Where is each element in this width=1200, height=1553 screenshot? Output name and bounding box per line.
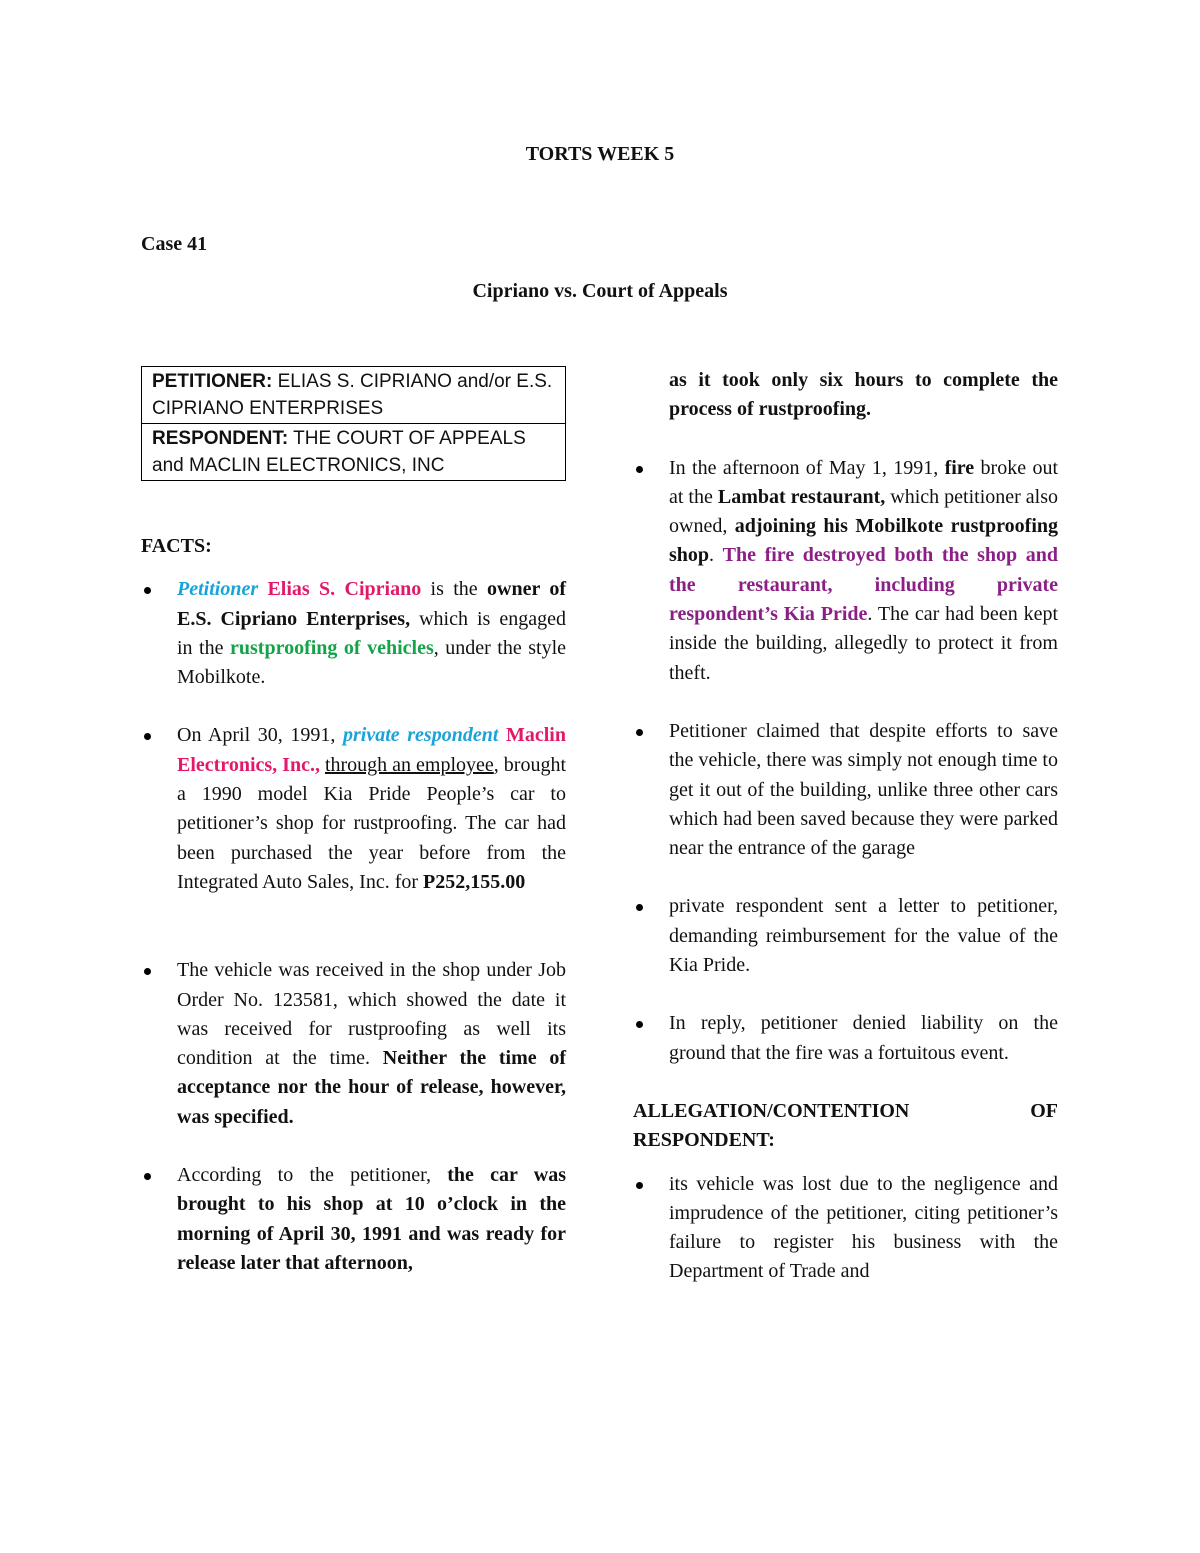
text-run: , brought a 1990 model Kia Pride People’s car to petitioner’s shop for rustproofing. The car had been purchased the year before from the Integrated Auto Sales, Inc. for: [177, 753, 567, 893]
case-number: Case 41: [141, 233, 208, 255]
text-run: , under the style Mobilkote.: [177, 636, 567, 689]
list-item: [633, 1009, 1058, 1068]
bullet-icon: [144, 733, 151, 740]
respondent-label: RESPONDENT:: [152, 428, 289, 449]
text-run: which is engaged in the: [177, 607, 566, 659]
text-run: .: [709, 544, 723, 567]
text-run: private respondent sent a letter to petitioner, demanding reimbursement for the value of the Kia Pride.: [669, 895, 1058, 977]
text-run: According to the petitioner,: [177, 1164, 448, 1187]
text-run: fire: [944, 456, 975, 479]
respondent-row: [142, 423, 565, 480]
text-run: owner of E.S. Cipriano Enterprises,: [177, 578, 566, 630]
text-run: private respondent: [343, 724, 499, 747]
text-run: On April 30, 1991,: [177, 724, 343, 747]
bullet-icon: [636, 1182, 643, 1189]
list-item: [633, 454, 1058, 688]
text-run: In reply, petitioner denied liability on the ground that the fire was a fortuitous event.: [669, 1012, 1058, 1064]
document-title: TORTS WEEK 5: [525, 143, 675, 165]
text-run: is the: [421, 578, 488, 601]
text-run: Petitioner claimed that despite efforts to save the vehicle, there was simply not enough time to get it out of the building, unlike three other cars which had been saved because they were parked near the entrance of the garage: [669, 719, 1058, 860]
text-run: broke out at the: [669, 456, 1059, 508]
bullet-icon: [144, 968, 151, 975]
facts-heading: FACTS:: [141, 535, 212, 557]
text-run: Elias S. Cipriano: [258, 578, 422, 601]
allegation-heading: [633, 1097, 1058, 1156]
bullet-icon: [636, 729, 643, 736]
bullet-icon: [636, 904, 643, 911]
petitioner-row: [142, 367, 565, 423]
petitioner-value: ELIAS S. CIPRIANO and/or E.S. CIPRIANO ENTERPRISES: [152, 371, 553, 419]
list-item: [141, 1161, 566, 1278]
allegation-list: [633, 1170, 1058, 1287]
bullet-icon: [144, 587, 151, 594]
text-run: . The car had been kept inside the building, allegedly to protect it from theft.: [669, 603, 1058, 684]
bullet-icon: [636, 1021, 643, 1028]
list-item: [141, 575, 566, 692]
list-item: [141, 956, 566, 1132]
text-run: The vehicle was received in the shop under Job Order No. 123581, which showed the date it was received for rustproofing as well its condition at the time.: [177, 959, 566, 1070]
text-run: In the afternoon of May 1, 1991,: [669, 456, 945, 479]
bullet-icon: [144, 1173, 151, 1180]
text-run: its vehicle was lost due to the negligence and imprudence of the petitioner, citing petitioner’s failure to register his business with the Department of Trade and: [669, 1172, 1058, 1283]
text-run: rustproofing of vehicles: [230, 636, 434, 659]
text-run: the car was brought to his shop at 10 o’clock in the morning of April 30, 1991 and was ready for release later that afternoon,: [177, 1164, 567, 1274]
right-column: [633, 366, 1058, 1287]
text-run: through an employee: [324, 753, 494, 776]
text-run: Neither the time of acceptance nor the hour of release, however, was specified.: [177, 1047, 566, 1128]
left-column: [141, 366, 566, 1278]
petitioner-label: PETITIONER:: [152, 371, 273, 392]
list-item: [633, 1170, 1058, 1287]
continued-text: as it took only six hours to complete the process of rustproofing.: [669, 369, 1058, 421]
text-run: Maclin Electronics, Inc.,: [177, 724, 566, 776]
bullet-icon: [636, 466, 643, 473]
case-name: Cipriano vs. Court of Appeals: [472, 280, 728, 302]
list-item: [633, 892, 1058, 980]
list-item: [633, 717, 1058, 863]
text-run: adjoining his Mobilkote rustproofing shop: [669, 515, 1058, 567]
text-run: Petitioner: [177, 578, 259, 601]
facts-list: [141, 575, 566, 1278]
facts-list-continued: [633, 454, 1058, 1068]
text-run: which petitioner also owned,: [669, 485, 1059, 538]
allegation-heading-text: ALLEGATION/CONTENTION OF RESPONDENT:: [633, 1099, 1058, 1152]
text-run: P252,155.00: [423, 870, 526, 893]
respondent-value: THE COURT OF APPEALS and MACLIN ELECTRONICS, INC: [152, 428, 526, 476]
text-run: Lambat restaurant,: [717, 485, 886, 508]
text-run: The fire destroyed both the shop and the restaurant, including private respondent’s Kia Pride: [669, 544, 1059, 626]
list-item: [141, 721, 566, 897]
parties-table: [141, 366, 566, 481]
